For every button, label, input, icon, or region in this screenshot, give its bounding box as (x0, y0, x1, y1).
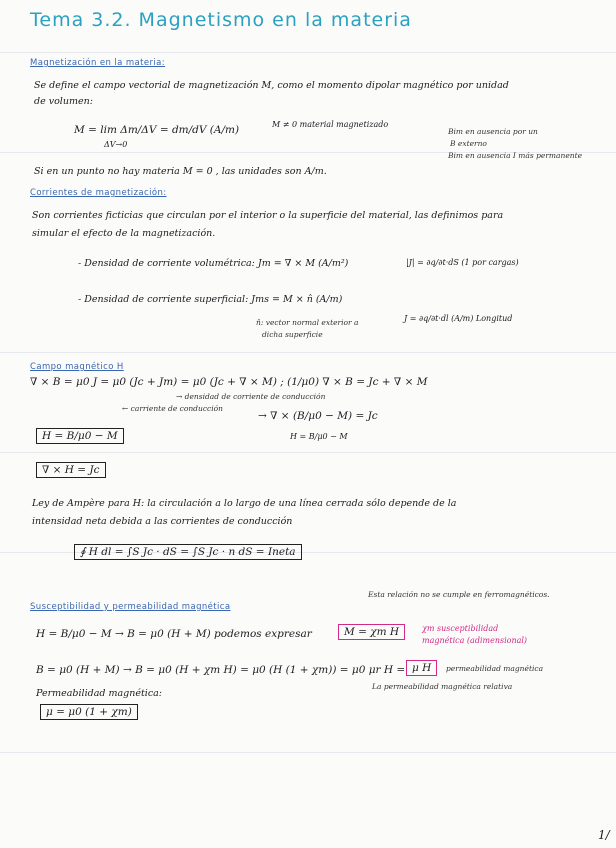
corrientes-line1: Son corrientes ficticias que circulan por el interior o la superficie del material, las definimos para (32, 210, 504, 221)
box-h-definition: H = B/μ0 − M (36, 428, 124, 444)
box-mu-h: μ H (406, 660, 437, 676)
campo-equation-1: ∇ × B = μ0 J = μ0 (Jc + Jm) = μ0 (Jc + ∇ × M) ; (1/μ0) ∇ × B = Jc + ∇ × M (30, 376, 428, 388)
corriente-volumetrica-side: |J| = ∂q/∂t·dS (1 por cargas) (406, 258, 519, 267)
magnetizacion-line2: de volumen: (34, 96, 93, 107)
bm-note-1: Bim en ausencia por un (448, 127, 538, 136)
pink-note: Esta relación no se cumple en ferromagnéticos. (368, 590, 550, 599)
ampere-line1: Ley de Ampère para H: la circulación a lo largo de una línea cerrada sólo depende de la (32, 498, 457, 509)
chi-note-1: χm susceptibilidad (422, 624, 499, 633)
bm-note-2: B externo (450, 139, 487, 148)
box-m-chi-h: M = χm H (338, 624, 405, 640)
box-mu-definition: μ = μ0 (1 + χm) (40, 704, 138, 720)
normal-note-1: n̂: vector normal exterior a (256, 318, 359, 327)
mu-note-2: La permeabilidad magnética relativa (372, 682, 513, 691)
magnetizado-note: M ≠ 0 material magnetizado (272, 120, 389, 129)
corrientes-line2: simular el efecto de la magnetización. (32, 228, 216, 239)
magnetizacion-equation: M = lim Δm/ΔV = dm/dV (A/m) (74, 124, 240, 136)
ampere-equation: ∮ H dl = ∫S Jc · dS = ∫S Jc · n dS = Ineta (74, 544, 302, 560)
heading-susceptibilidad: Susceptibilidad y permeabilidad magnética (30, 602, 231, 612)
campo-equation-2: → ∇ × (B/μ0 − M) = Jc (258, 410, 378, 422)
corriente-superficial-side: J = ∂q/∂t·dl (A/m) Longitud (404, 314, 513, 323)
heading-corrientes: Corrientes de magnetización: (30, 188, 167, 198)
normal-note-2: dicha superficie (262, 330, 323, 339)
ampere-line2: intensidad neta debida a las corrientes de conducción (32, 516, 293, 527)
mu-note-1: permeabilidad magnética (446, 664, 544, 673)
perm-label: Permeabilidad magnética: (36, 688, 163, 699)
suscept-equation-2: B = μ0 (H + M) → B = μ0 (H + χm H) = μ0 (H (1 + χm)) = μ0 μr H = (36, 664, 406, 676)
page-title: Tema 3.2. Magnetismo en la materia (30, 9, 412, 31)
campo-equation-2-sub: H = B/μ0 − M (290, 432, 348, 441)
campo-note-1: → densidad de corriente de conducción (176, 392, 326, 401)
corriente-superficial: - Densidad de corriente superficial: Jms = M × n̂ (A/m) (78, 294, 343, 305)
magnetizacion-limit: ΔV→0 (104, 140, 128, 149)
heading-magnetizacion: Magnetización en la materia: (30, 58, 166, 68)
campo-note-2: ← carriente de conducción (122, 404, 223, 413)
suscept-equation-1: H = B/μ0 − M → B = μ0 (H + M) podemos expresar (36, 628, 312, 640)
page-number: 1/ (598, 828, 610, 842)
bm-note-3: Bim en ausencia I más permanente (448, 151, 583, 160)
box-rot-h: ∇ × H = Jc (36, 462, 106, 478)
magnetizacion-line3: Si en un punto no hay materia M = 0 , las unidades son A/m. (34, 166, 327, 177)
heading-campo-h: Campo magnético H (30, 362, 124, 372)
chi-note-2: magnética (adimensional) (422, 636, 528, 645)
magnetizacion-line1: Se define el campo vectorial de magnetización M, como el momento dipolar magnético por unidad (34, 80, 509, 91)
corriente-volumetrica: - Densidad de corriente volumétrica: Jm = ∇ × M (A/m²) (78, 258, 349, 269)
